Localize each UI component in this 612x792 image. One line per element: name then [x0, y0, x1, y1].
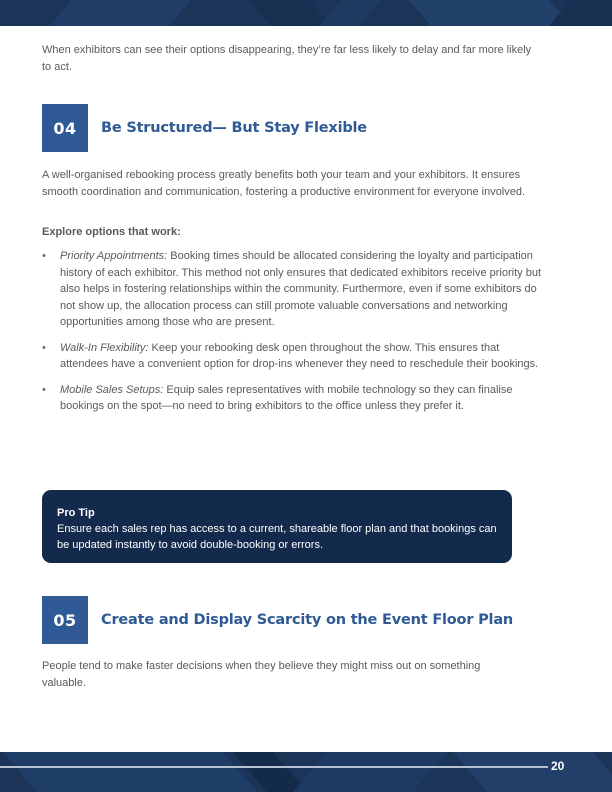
- footer-rule: [0, 766, 548, 768]
- list-item: [42, 382, 542, 415]
- section-05-body: People tend to make faster decisions when they believe they might miss out on something valuable.: [42, 660, 481, 689]
- section-04-body: A well-organised rebooking process greatly benefits both your team and your exhibitors. It ensures smooth coordination and communication, fostering a productive environment for everyone involved.: [42, 169, 526, 198]
- option-term: Mobile Sales Setups:: [60, 383, 164, 396]
- pro-tip-title: Pro Tip: [57, 507, 95, 519]
- section-number-badge: 05: [42, 596, 88, 644]
- banner-decoration: [293, 752, 447, 792]
- list-item: [42, 340, 542, 373]
- option-term: Priority Appointments:: [60, 250, 168, 262]
- banner-decoration: [453, 752, 612, 792]
- page-number: 20: [551, 759, 565, 773]
- option-description: Keep your rebooking desk open throughout the show. This ensures that attendees have a convenient option for drop-ins whenever they need to reschedule their bookings.: [60, 341, 539, 370]
- banner-decoration: [409, 0, 571, 26]
- footer-banner: [0, 752, 612, 792]
- bullet-icon: •: [42, 383, 46, 396]
- banner-decoration: [49, 0, 191, 26]
- option-description: Equip sales representatives with mobile technology so they can finalise bookings on the spot—no need to bring exhibitors to the office unless they prefer it.: [60, 383, 513, 412]
- option-description: Booking times should be allocated considering the loyalty and participation history of each exhibitor. This method not only ensures that dedicated exhibitors receive priority but also helps in fostering relationships within the community. Furthermore, even if some exhibitors do not show up, the allocation process can still promote valuable conversations and networking opportunities among those who are present.: [60, 250, 542, 328]
- section-title: Be Structured— But Stay Flexible: [101, 120, 367, 136]
- intro-paragraph: When exhibitors can see their options disappearing, they’re far less likely to delay and far more likely to act.: [42, 44, 532, 73]
- banner-decoration: [549, 0, 612, 26]
- pro-tip-callout: [42, 490, 512, 563]
- bullet-icon: •: [42, 250, 46, 262]
- top-banner: [0, 0, 612, 26]
- explore-options-label: Explore options that work:: [42, 226, 181, 238]
- bullet-icon: •: [42, 341, 46, 354]
- section-number-badge: 04: [42, 104, 88, 152]
- options-list: [42, 248, 542, 424]
- banner-decoration: [319, 0, 381, 26]
- option-term: Walk-In Flexibility:: [60, 341, 149, 354]
- section-heading-05: [42, 596, 513, 644]
- section-heading-04: [42, 104, 367, 152]
- list-item: [42, 248, 542, 331]
- pro-tip-text: Ensure each sales rep has access to a current, shareable floor plan and that bookings can be updated instantly to avoid double-booking or errors.: [57, 523, 497, 551]
- banner-decoration: [249, 0, 331, 26]
- banner-decoration: [3, 752, 257, 792]
- section-title: Create and Display Scarcity on the Event Floor Plan: [101, 612, 514, 628]
